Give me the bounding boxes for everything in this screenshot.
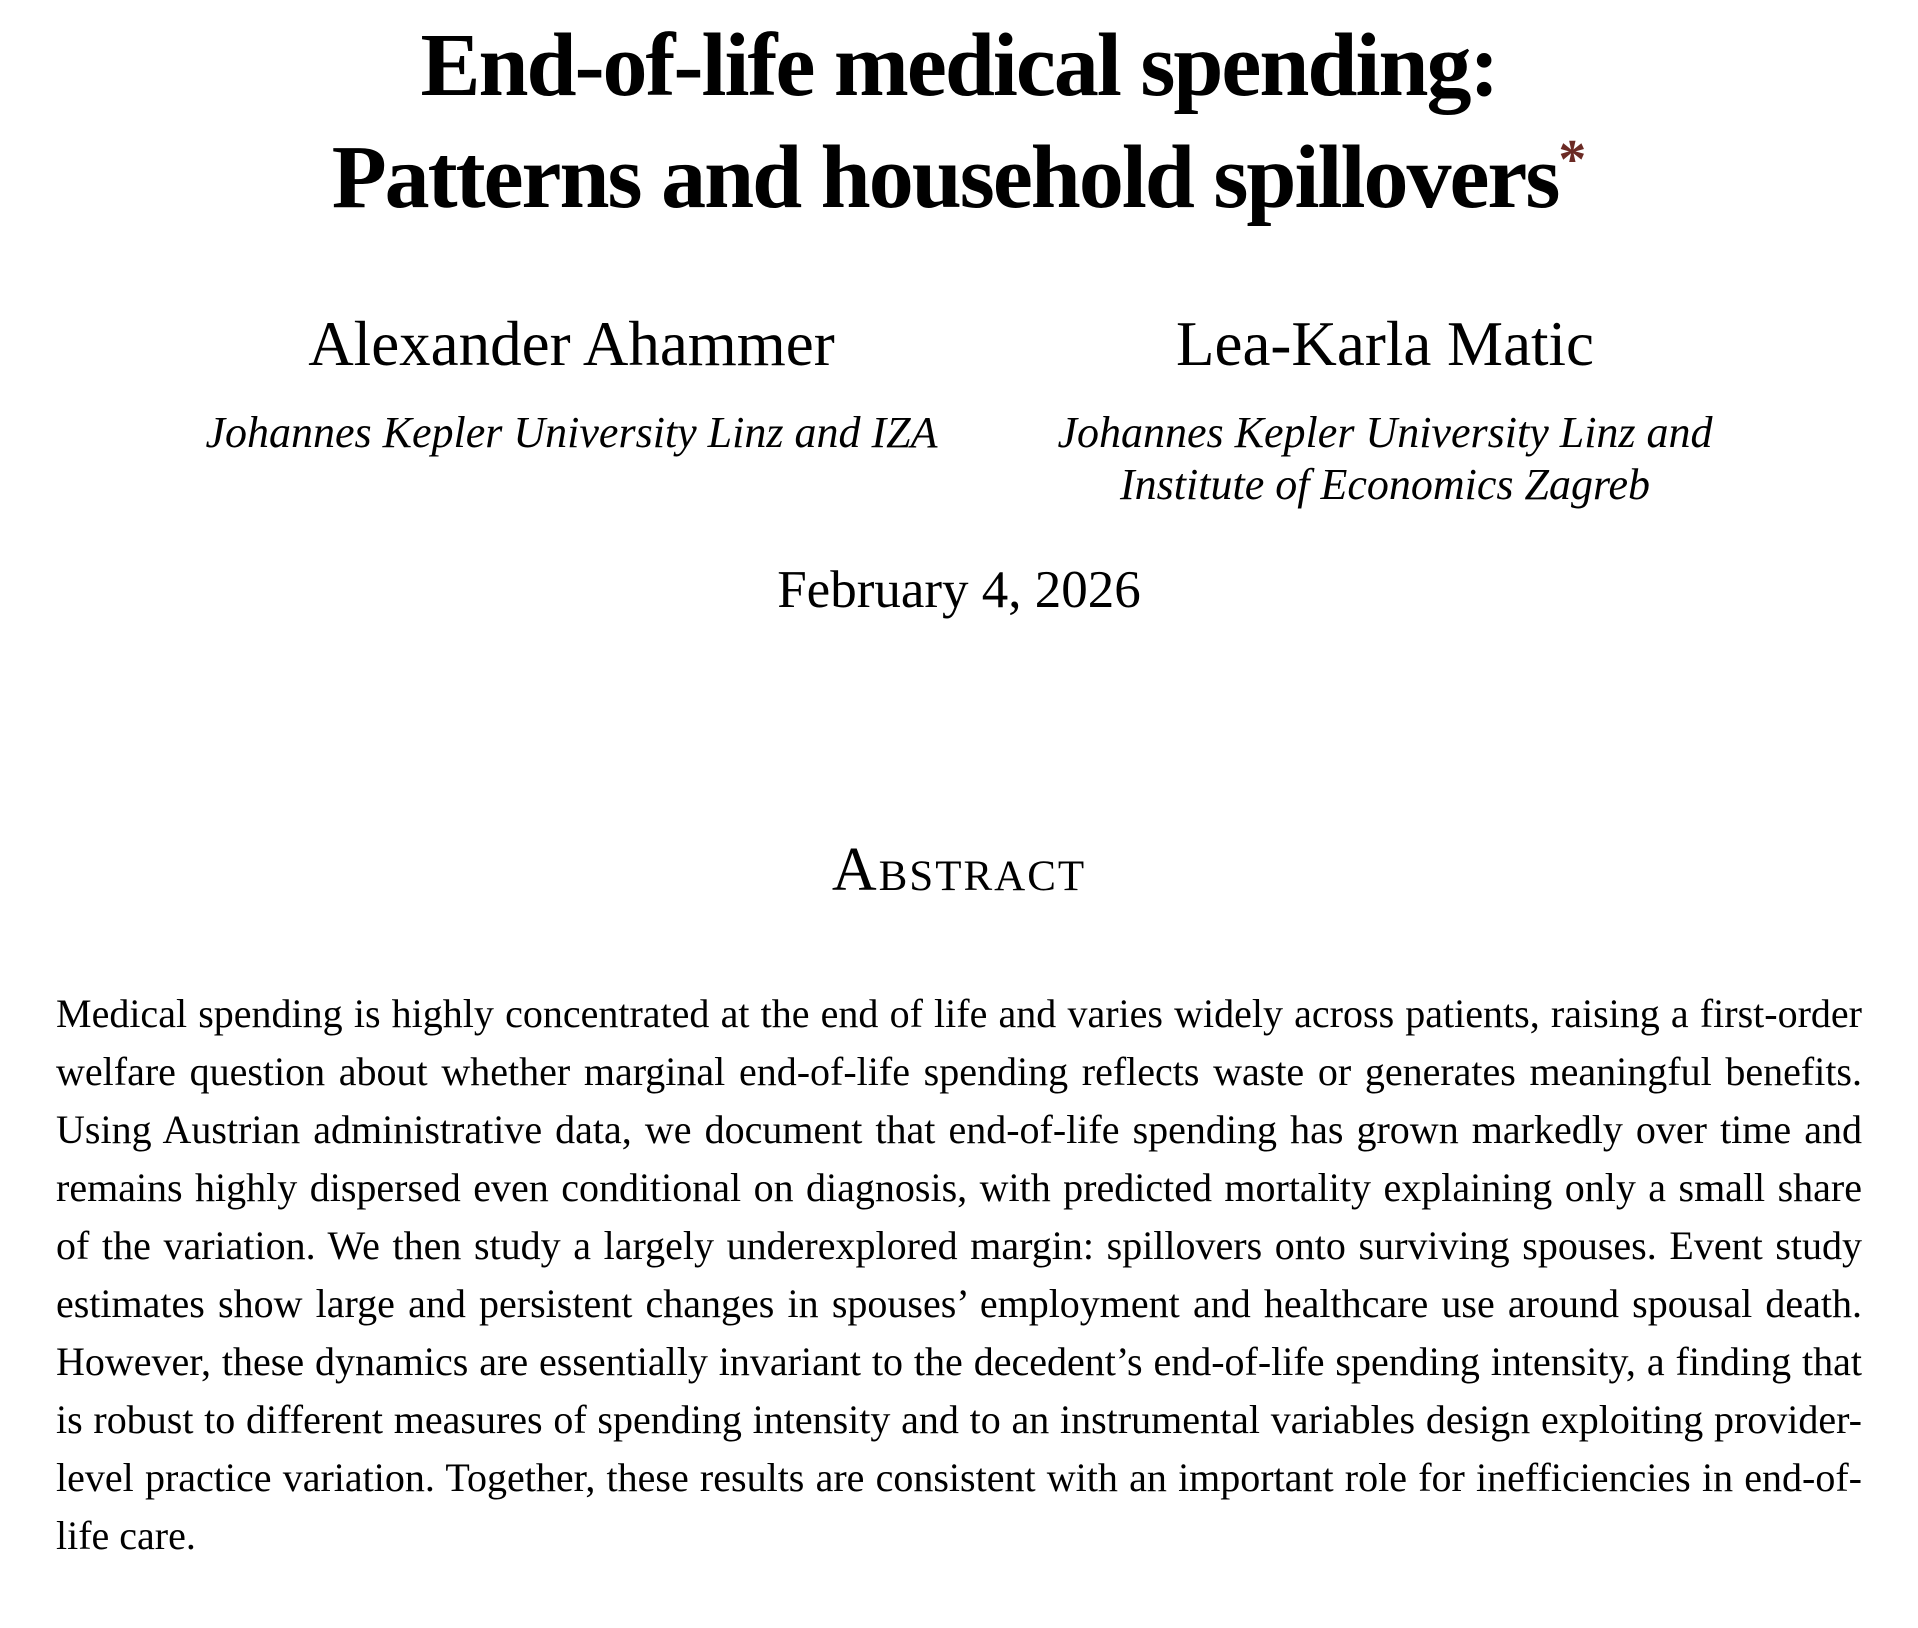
author-affiliation-2 xyxy=(1058,407,1713,511)
author-name-1: Alexander Ahammer xyxy=(308,309,835,379)
author-block-1 xyxy=(205,309,937,511)
author-affiliation-1 xyxy=(205,407,937,459)
paper-date: February 4, 2026 xyxy=(777,561,1141,619)
author-affiliation-2-line1: Johannes Kepler University Linz and xyxy=(1057,408,1713,457)
paper-title-line1: End-of-life medical spending: xyxy=(420,16,1498,115)
authors-row xyxy=(56,309,1862,511)
abstract-heading: Abstract xyxy=(831,836,1087,904)
paper-title xyxy=(56,10,1862,245)
abstract-text: Medical spending is highly concentrated at the end of life and varies widely across patients, raising a first-order welfare question about whether marginal end-of-life spending reflects waste or generates meaningful benefits. Using Austrian administrative data, we document that end-of-life spending has grown markedly over time and remains highly dispersed even conditional on diagnosis, with predicted mortality explaining only a small share of the variation. We then study a largely underexplored margin: spillovers onto surviving spouses. Event study estimates show large and persistent changes in spouses’ employment and healthcare use around spousal death. However, these dynamics are essentially invariant to the decedent’s end-of-life spending intensity, a finding that is robust to different measures of spending intensity and to an instrumental variables design exploiting provider-level practice variation. Together, these results are consistent with an important role for inefficiencies in end-of-life care. xyxy=(56,991,1862,1558)
author-name-2: Lea-Karla Matic xyxy=(1176,309,1595,379)
author-affiliation-1-line1: Johannes Kepler University Linz and IZA xyxy=(205,408,938,457)
author-affiliation-2-line2: Institute of Economics Zagreb xyxy=(1120,460,1651,509)
paper-title-line2: Patterns and household spillovers xyxy=(331,128,1559,227)
title-footnote-asterisk[interactable]: * xyxy=(1558,128,1587,191)
author-block-2 xyxy=(1058,309,1713,511)
